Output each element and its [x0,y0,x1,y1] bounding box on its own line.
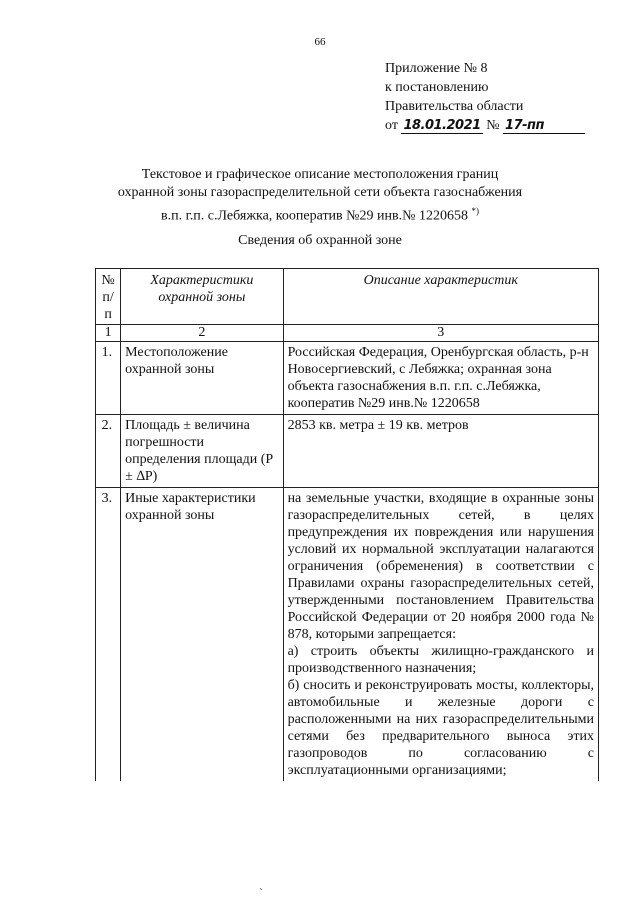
title-line-3 [0,202,640,226]
table-header-row [96,269,599,325]
table-index-row [96,325,599,342]
page-number: 66 [314,36,326,48]
row-description [283,488,598,782]
restriction-item-a: а) строить объекты жилищно-гражданского и производственного назначения; [287,644,594,676]
row-characteristic: Площадь ± величина погрешности определения площади (P ± ∆P) [121,415,283,488]
protection-zone-table [95,268,599,781]
appendix-line-3: Правительства области [385,99,524,114]
header-cell-characteristics: Характеристики охранной зоны [121,269,283,325]
restriction-item-b: б) сносить и реконструировать мосты, коллекторы, автомобильные и железные дороги с расположенными на них газораспределительными сетями без предварительного выноса этих газопроводов по согласованию с эксплуатационными организациями; [287,678,594,778]
handwritten-date: 18.01.2021 [403,118,481,133]
index-cell-1: 1 [96,325,121,342]
table-row [96,488,599,782]
row-description: 2853 кв. метра ± 19 кв. метров [283,415,598,488]
bottom-mark: ` [259,887,263,899]
title-line-3-text: в.п. г.п. с.Лебяжка, кооператив №29 инв.№ 1220658 [161,208,468,224]
row-number: 1. [96,342,121,415]
row-description: Российская Федерация, Оренбургская область, р-н Новосергиевский, с Лебяжка; охранная зона объекта газоснабжения в.п. г.п. с.Лебяжка, кооператив №29 инв.№ 1220658 [283,342,598,415]
index-cell-3: 3 [283,325,598,342]
row-number: 3. [96,488,121,782]
title-line-1: Текстовое и графическое описание местоположения границ [141,167,499,182]
appendix-block [385,59,585,135]
table-row [96,415,599,488]
from-label: от [385,118,398,133]
handwritten-number: 17-пп [503,118,585,134]
section-heading: Сведения об охранной зоне [238,233,402,248]
footnote-mark: *) [471,206,479,216]
number-label: № [486,118,500,133]
title-line-2: охранной зоны газораспределительной сети объекта газоснабжения [117,185,523,200]
header-cell-description: Описание характеристик [283,269,598,325]
table-row [96,342,599,415]
appendix-date-line [385,116,585,135]
index-cell-2: 2 [121,325,283,342]
appendix-line-2: к постановлению [385,80,489,95]
appendix-line-1: Приложение № 8 [385,61,488,76]
row-characteristic: Иные характеристики охранной зоны [121,488,283,782]
header-cell-number: № п/п [96,269,121,325]
row-characteristic: Местоположение охранной зоны [121,342,283,415]
restriction-intro: на земельные участки, входящие в охранные зоны газораспределительных сетей, в целях предупреждения их повреждения или нарушения условий их нормальной эксплуатации налагаются ограничения (обременения) в соответствии с Правилами охраны газораспределительных сетей, утвержденными постановлением Правительства Российской Федерации от 20 ноября 2000 года № 878, которыми запрещается: [287,491,594,642]
document-title [0,166,640,226]
row-number: 2. [96,415,121,488]
